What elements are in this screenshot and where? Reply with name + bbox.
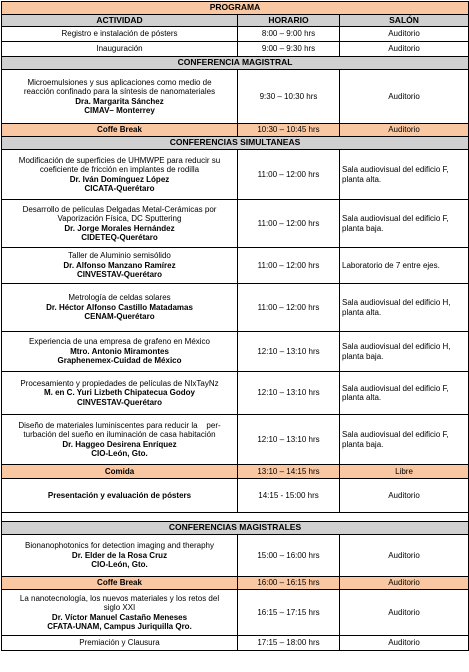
room-cell: Auditorio xyxy=(340,590,469,636)
talk-cell xyxy=(2,535,238,577)
activity-cell: Inauguración xyxy=(2,42,238,57)
header-actividad: ACTIVIDAD xyxy=(2,15,238,27)
room-cell: Auditorio xyxy=(340,124,469,137)
table-row xyxy=(2,42,469,57)
room-line: Sala audiovisual del edificio F, xyxy=(342,165,449,174)
time-cell: 11:00 – 12:00 hrs xyxy=(238,284,340,332)
time-cell: 12:10 – 13:10 hrs xyxy=(238,372,340,415)
talk-title-line: Diseño de materiales luminiscentes para reducir la per- xyxy=(18,420,221,430)
room-cell: Auditorio xyxy=(340,577,469,590)
table-row xyxy=(2,590,469,636)
table-row xyxy=(2,27,469,42)
talk-cell xyxy=(2,332,238,372)
table-row xyxy=(2,332,469,372)
time-cell: 16:15 – 17:15 hrs xyxy=(238,590,340,636)
room-cell: Auditorio xyxy=(340,42,469,57)
section-title: CONFERENCIAS SIMULTANEAS xyxy=(2,137,469,150)
speaker-affiliation: CICATA-Querétaro xyxy=(84,184,155,193)
speaker-affiliation: CENAM-Querétaro xyxy=(84,312,155,322)
room-line: planta baja. xyxy=(342,439,384,449)
posters-label: Presentación y evaluación de pósters xyxy=(2,479,238,513)
room-cell xyxy=(340,415,469,465)
coffee-break-row xyxy=(2,124,469,137)
talk-cell xyxy=(2,200,238,248)
coffee-label: Coffe Break xyxy=(2,577,238,590)
time-cell: 15:00 – 16:00 hrs xyxy=(238,535,340,577)
time-cell: 9:30 – 10:30 hrs xyxy=(238,70,340,124)
room-cell xyxy=(340,372,469,415)
program-table xyxy=(1,1,469,651)
table-row xyxy=(2,70,469,124)
lunch-label: Comida xyxy=(2,465,238,479)
room-line: Sala audiovisual del edificio F, xyxy=(342,214,449,223)
time-cell: 16:00 – 16:15 hrs xyxy=(238,577,340,590)
time-cell: 17:15 – 18:00 hrs xyxy=(238,636,340,651)
talk-title-line: turbación del sueño en iluminación de casa habitación xyxy=(23,430,216,439)
time-cell: 9:00 – 9:30 hrs xyxy=(238,42,340,57)
room-line: Sala audiovisual del edificio H, xyxy=(342,342,451,351)
talk-title-line: Desarrollo de películas Delgadas Metal-Cerámicas por xyxy=(22,204,217,214)
program-title: PROGRAMA xyxy=(2,2,469,15)
table-row xyxy=(2,284,469,332)
title-row xyxy=(2,2,469,15)
talk-title-line: Taller de Aluminio semisólido xyxy=(68,251,171,261)
talk-title-line: coeficiente de fricción en implantes de rodilla xyxy=(39,165,200,174)
speaker-name: Dr. Héctor Alfonso Castillo Matadamas xyxy=(46,302,193,312)
speaker-affiliation: CIO-León, Gto. xyxy=(91,560,148,570)
talk-cell xyxy=(2,590,238,636)
talk-cell xyxy=(2,248,238,284)
section-title: CONFERENCIA MAGISTRAL xyxy=(2,57,469,70)
room-line: Sala audiovisual del edificio H, xyxy=(342,298,451,307)
speaker-name: Dr. Alfonso Manzano Ramírez xyxy=(63,260,176,270)
room-line: planta baja. xyxy=(342,351,384,361)
room-line: Sala audiovisual del edificio F, xyxy=(342,383,449,393)
talk-title-line: Bionanophotonics for detection imaging and theraphy xyxy=(24,541,215,551)
time-cell: 10:30 – 10:45 hrs xyxy=(238,124,340,137)
coffee-label: Coffe Break xyxy=(2,124,238,137)
speaker-affiliation: CINVESTAV-Querétaro xyxy=(76,270,163,280)
room-line: Sala audiovisual del edificio F, xyxy=(342,430,449,439)
speaker-name: Dr. Haggeo Desirena Enríquez xyxy=(62,439,177,449)
room-cell xyxy=(340,150,469,200)
table-row xyxy=(2,200,469,248)
table-row xyxy=(2,479,469,513)
time-cell: 14:15 - 15:00 hrs xyxy=(238,479,340,513)
room-cell xyxy=(340,248,469,284)
room-cell xyxy=(340,284,469,332)
talk-title-line: Metrología de celdas solares xyxy=(68,293,171,303)
header-salon: SALÓN xyxy=(340,15,469,27)
room-line: planta baja. xyxy=(342,223,384,233)
table-row xyxy=(2,535,469,577)
lunch-row xyxy=(2,465,469,479)
section-title: CONFERENCIAS MAGISTRALES xyxy=(2,522,469,535)
talk-cell xyxy=(2,284,238,332)
speaker-affiliation: CIO-León, Gto. xyxy=(91,449,148,458)
table-row xyxy=(2,415,469,465)
room-line: Laboratorio de 7 entre ejes. xyxy=(342,260,440,270)
talk-cell xyxy=(2,372,238,415)
room-cell xyxy=(340,200,469,248)
speaker-affiliation: CINVESTAV-Querétaro xyxy=(76,397,163,407)
time-cell: 12:10 – 13:10 hrs xyxy=(238,332,340,372)
room-cell: Auditorio xyxy=(340,479,469,513)
talk-title-line: reacción confinado para la síntesis de nanomateriales xyxy=(23,87,216,96)
activity-cell: Registro e instalación de pósters xyxy=(2,27,238,42)
speaker-name: Dr. Víctor Manuel Castaño Meneses xyxy=(51,612,188,622)
speaker-affiliation: Graphenemex-Cuidad de México xyxy=(57,356,182,366)
speaker-affiliation: CIMAV– Monterrey xyxy=(84,106,155,115)
time-cell: 11:00 – 12:00 hrs xyxy=(238,248,340,284)
section-row xyxy=(2,57,469,70)
talk-title-line: Experiencia de una empresa de grafeno en México xyxy=(29,337,210,347)
talk-title-line: Procesamiento y propiedades de películas de NIxTayNz xyxy=(20,378,219,388)
coffee-break-row xyxy=(2,577,469,590)
time-cell: 8:00 – 9:00 hrs xyxy=(238,27,340,42)
speaker-affiliation: CIDETEQ-Querétaro xyxy=(81,233,158,242)
room-cell xyxy=(340,332,469,372)
room-cell: Auditorio xyxy=(340,27,469,42)
header-horario: HORARIO xyxy=(238,15,340,27)
section-row xyxy=(2,522,469,535)
spacer-cell xyxy=(2,513,469,522)
talk-title-line: La nanotecnología, los nuevos materiales y los retos del xyxy=(19,593,220,603)
speaker-name: Dr. Iván Domínguez López xyxy=(69,174,170,184)
speaker-name: M. en C. Yuri Lizbeth Chipatecua Godoy xyxy=(44,388,195,398)
talk-cell xyxy=(2,70,238,124)
time-cell: 11:00 – 12:00 hrs xyxy=(238,150,340,200)
speaker-name: Dra. Margarita Sánchez xyxy=(75,96,164,106)
room-line: planta alta. xyxy=(342,393,382,402)
speaker-name: Mtro. Antonio Miramontes xyxy=(70,346,169,356)
talk-cell xyxy=(2,150,238,200)
table-row xyxy=(2,150,469,200)
room-line: planta alta. xyxy=(342,307,382,317)
talk-title-line: Vaporización Física, DC Sputtering xyxy=(57,214,182,223)
header-row xyxy=(2,15,469,27)
closing-label: Premiación y Clausura xyxy=(2,636,238,651)
room-cell: Libre xyxy=(340,465,469,479)
talk-title-line: siglo XXI xyxy=(103,603,136,612)
room-line: planta alta. xyxy=(342,174,382,184)
time-cell: 11:00 – 12:00 hrs xyxy=(238,200,340,248)
talk-title-line: Modificación de superficies de UHMWPE para reducir su xyxy=(18,155,221,165)
table-row xyxy=(2,636,469,651)
time-cell: 13:10 – 14:15 hrs xyxy=(238,465,340,479)
table-row xyxy=(2,372,469,415)
talk-title-line: Microemulsiones y sus aplicaciones como medio de xyxy=(27,77,212,87)
speaker-name: Dr. Elder de la Rosa Cruz xyxy=(71,550,168,560)
room-cell: Auditorio xyxy=(340,636,469,651)
talk-cell xyxy=(2,415,238,465)
time-cell: 12:10 – 13:10 hrs xyxy=(238,415,340,465)
speaker-name: Dr. Jorge Morales Hernández xyxy=(64,223,175,233)
room-cell: Auditorio xyxy=(340,70,469,124)
table-row xyxy=(2,248,469,284)
room-cell: Auditorio xyxy=(340,535,469,577)
spacer-row xyxy=(2,513,469,522)
speaker-affiliation: CFATA-UNAM, Campus Juriquilla Qro. xyxy=(47,622,192,631)
section-row xyxy=(2,137,469,150)
